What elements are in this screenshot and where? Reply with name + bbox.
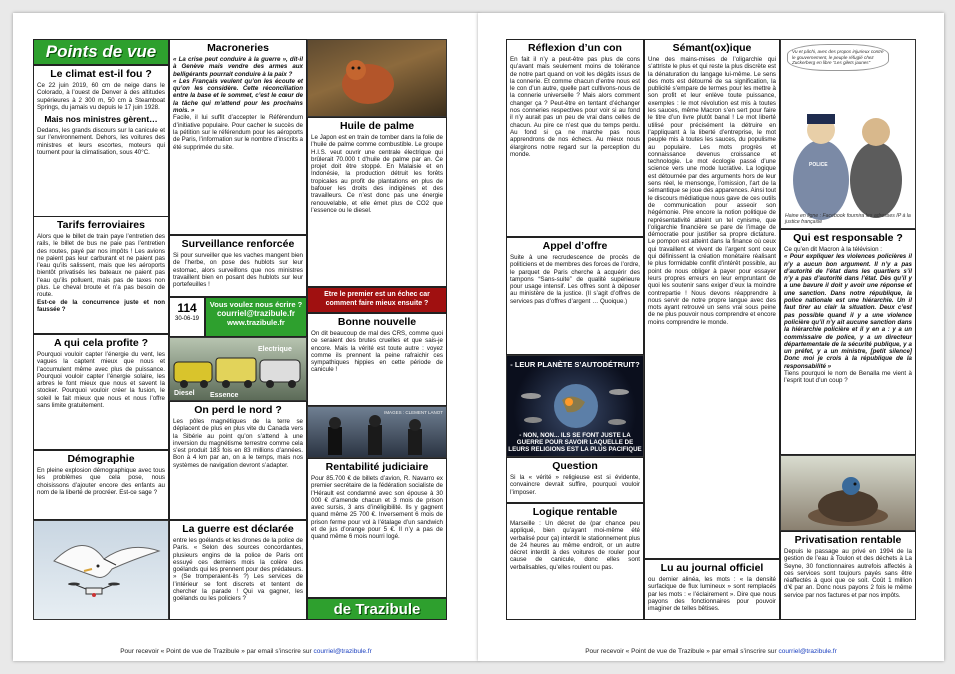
- article-demographie: [33, 450, 169, 520]
- photo-credit: IMAGES : CLEMENT LANOT: [384, 410, 443, 415]
- article-profit: [33, 334, 169, 450]
- article-body: Marseille : Un décret de (par chance peu appliqué, bien qu’ayant moi-même été verbalisé pour ça) interdit le stationnement plus de 24 heures au même endroit, or un autre décret interdit à des voitures de rouler pour cause de canicule, donc elles sont verbalisables, qu’elles roulent ou pas.: [510, 520, 640, 571]
- trazibule-title: de Trazibule: [333, 601, 421, 618]
- page-left: [13, 13, 479, 661]
- article-nord: [169, 401, 307, 520]
- article-title: Macroneries: [207, 42, 269, 54]
- cars-image: [169, 337, 307, 401]
- article-lead: Ce qu’en dit Macron à la télévision :: [784, 246, 883, 253]
- orangutan-icon: [308, 40, 446, 116]
- article-title: Lu au journal officiel: [660, 562, 764, 574]
- page-right: [478, 13, 944, 661]
- article-body: Pourquoi vouloir capter l’énergie du vent, les vagues la captent mieux que nous et l’accumulent même avec plus de puissance. Pourquoi vouloir capter l’énergie solaire, les arbres le font mieux que nous et savent la stocker. Pourquoi vouloir créer la fusion, le soleil le fait mieux que nous et nous l’offre sans limite gratuitement.: [37, 351, 165, 410]
- article-title: Qui est responsable ?: [793, 232, 903, 244]
- article-title: Bonne nouvelle: [337, 316, 417, 328]
- article-nouvelle: [307, 313, 447, 406]
- seagull-drone-image: [33, 520, 169, 620]
- crs-photo: [307, 406, 447, 458]
- article-quote-1: « La crise peut conduire à la guerre », dit-il à Genève mais vendre des armes aux belligérants pourrait conduire à la paix ?: [173, 56, 303, 78]
- article-body: En pleine explosion démographique avec tous les problèmes que cela pose, nous choisissons d’ajouter encore des enfants au nom de la liberté de procréer. Est-ce sage ?: [37, 467, 165, 496]
- issue-box: [169, 297, 205, 337]
- car-label-diesel: Diesel: [174, 390, 195, 397]
- article-title: Question: [552, 460, 598, 472]
- write-email-link[interactable]: courriel@trazibule.fr: [216, 309, 296, 318]
- article-quote-2: « Les Français veulent qu’on les écoute et qu’on les considère. Cette réconciliation entre la base et le sommet, c’est le cœur de la tâche qui m’attend pour les prochains mois. »: [173, 77, 303, 115]
- article-body: Le Japon est en train de tomber dans la folie de l’huile de palme comme combustible. Le groupe H.I.S. veut ouvrir une centrale électrique qui brûlerait 70.000 t d’huile de palme par an. Ce projet doit être stoppé. En Malaisie et en Indonésie, la production détruit les forêts tropicales au profit de plantations en plus de bafouer les droits des indigènes et des travailleurs. Ce n’est donc pas une énergie renouvelable, et elle émet plus de CO2 que l’essence ou le diesel.: [311, 134, 443, 214]
- article-title: Sémant(ox)ique: [672, 42, 752, 54]
- planet-poster: [506, 355, 644, 457]
- footer-link[interactable]: courriel@trazibule.fr: [778, 648, 837, 655]
- footer-link[interactable]: courriel@trazibule.fr: [313, 648, 372, 655]
- article-quote: « Pour expliquer les violences policières il n’y a aucun bon argument. Il n’y a pas d’autorité de l’état dans les quartiers s’il n’y a pas d’autorité dans l’état. Dès qu’il y a une bavure il doit y avoir une réponse et une sanction. Dans notre république, la police nationale est une hiérarchie. Un il faut tirer au clair la situation. Deux c’est pas possible quand il y a une violence policière qu’il n’y ait aucune sanction dans la hiérarchie policière et il y en a : y a un commissaire de police, y a un directeur départementale de la sécurité publique, y a un préfet, y a un ministre, [petit silence] Donc moi je crois à la république de la responsabilité »: [784, 253, 912, 370]
- page-footer: [478, 648, 944, 655]
- echec-text: Etre le premier est un échec car comment faire mieux ensuite ?: [324, 291, 430, 307]
- article-body-2: Dedans, les grands discours sur la canicule et sur l’environnement. Dehors, les voitures des ministres et leurs escortes, moteurs qui tournent pour la climatisation, sous 40°C.: [37, 127, 165, 157]
- article-body: On dit beaucoup de mal des CRS, comme quoi ce seraient des brutes cruelles et que sais-je encore. Mais la vérité est toute autre : voyez comme ils prennent la peine rafraichir ces sympathiques hippies en cette période de canicule !: [311, 330, 443, 374]
- orangutan-image: [307, 39, 447, 117]
- article-body: Pour 85.700 € de billets d’avion, R. Navarro ex premier secrétaire de la fédération socialiste de l’Hérault est condamné avec son épouse à 30 000 € d’amende chacun et 3 mois de prison avec sursis, 3 ans d’inéligibilité. Ils y gagnent quand même 25 700 €. Inversement 6 mois de prison ferme pour vol à l’étalage d’un sandwich et de jus d’orange pour 5 €. Il n’y a pas de quand même 6 mois nourri logé.: [311, 475, 443, 541]
- article-body: Une des mains-mises de l’oligarchie qui s’attriste le plus et qui reste la plus discrète est la dénaturation du langage lui-même. Le sens des mots est détourné de sa signification, la publicité s’empare de termes pour les mettre à son profit et leur enlève toute puissance, exemples : le mot révolution est mis à toutes les sauces, même Macron s’en sert pour faire le titre d’un livre plutôt banal ! Le mot liberté utilisé pour précisément la détruire en l’appliquant à la liberté d’entreprise, le mot peuple mis à toutes les sauces, du populisme au populaire. Les mots progrès et connaissance devenus croissance et technologie. Le mot écologie passé d’une science vers une mode lucrative. La logique est détournée par des arguments hors de leur sens réel, le mensonge, l’omission, l’art de la sémantique se joue des apparences. Ainsi tout le discours médiatique nous gave de ces outils de communication pour asseoir son hégémonie. Pire encore la notion politique de représentativité atteint un tel cynisme, que l’oligarchie financière se pare de l’image de démocratie pour justifier sa propre dictature. Le pompon est atteint dans la finance où ceux qui travaillent et vivent de l’argent sont ceux qui définissent la création monétaire réalisant le plus formidable conflit d’intérêt possible, au point de nous obliger à payer pour essayer leurs propres erreurs en leur empruntant de quoi les soutenir sans exiger d’eux la moindre contrepartie ! Nous devons réapprendre à nous servir de notre propre langue avec des mots ayant retrouvé un sens vrai sous peine de ne plus pouvoir nous comprendre et encore moins comprendre le monde.: [648, 56, 776, 326]
- article-body: ou dernier alinéa, les mots : « la densité surfacique de flux lumineux » sont remplacés par les mots : « l’éclairement ». Dire que nous payons des fonctionnaires pour pouvoir imaginer de telles bêtises.: [648, 576, 776, 613]
- article-subtitle: Mais nos ministres gèrent…: [44, 114, 158, 125]
- article-tarifs: [33, 216, 169, 334]
- write-site-link[interactable]: www.trazibule.fr: [227, 318, 285, 327]
- article-body: En fait il n’y a peut-être pas plus de cons qu’avant mais seulement moins de tolérance de notre part quand on voit les dégâts issus de la connerie. Et comme chacun d’entre nous est le con d’un autre, quelle part cultivons-nous de la connerie universelle ? Mais alors comment changer ça ? Peut-être en tentant d’échanger nos conneries respectives pour voir si au fond il n’y aurait pas un peu de vrai dans celles de chacun. Au pire ce n’est que du temps perdu. Au fond si ça ne marche pas nous apprendrons de nos échecs. Au mieux nous élargirons notre regard sur la perception du monde.: [510, 56, 640, 158]
- points-de-vue-banner: [33, 39, 169, 65]
- article-body: Si pour surveiller que les vaches mangent bien de l’herbe, on pose des hublots sur leur estomac, alors surveillons que nos ministres travaillent bien en posant des hublots sur leur portefeuilles !: [173, 252, 303, 289]
- article-body: Suite à une recrudescence de procès de politiciens et de membres des forces de l’ordre, le parquet de Paris cherche à acquérir des tampons “Sans-suite” de qualité supérieure pour usage intensif. Les offres sont à déposer au ministère de la justice. (Il s’agit d’offres de services pas d’offres d’argent … Quoique.): [510, 254, 640, 305]
- waste-image: [780, 455, 916, 531]
- footer-text: Pour recevoir « Point de vue de Trazibule » par email s’inscrire sur: [120, 648, 314, 655]
- article-title: Privatisation rentable: [794, 534, 902, 546]
- footer-text: Pour recevoir « Point de vue de Trazibule » par email s’inscrire sur: [585, 648, 779, 655]
- article-body: Facile, il lui suffit d’accepter le Référendum d’initiative populaire. Pour cacher le succès de la pétition sur le référendum pour les aéroports de Paris, l’information sur le nombre d’inscrits a été supprimée du site.: [173, 114, 303, 151]
- police-badge: POLICE: [809, 162, 828, 168]
- bird-icon: [781, 456, 915, 530]
- article-title: Surveillance renforcée: [181, 238, 295, 250]
- article-body: Alors que le billet de train paye l’entretien des rails, le billet de bus ne paie pas l’entretien des routes, payé par nos impôts ! Les avions ne paient pas leur carburant et ne paient pas l’eau qu’ils salissent, mais que les aéroports bientôt privatisés les bateaux ne paient pas l’eau qu’ils polluent, mais pas de taxes non plus. Le cheval broute et n’a pas besoin de route.: [37, 233, 165, 299]
- poster-top: - LEUR PLANÈTE S’AUTODÉTRUIT?: [510, 360, 640, 369]
- article-reflexion: [506, 39, 644, 237]
- police-cartoon: [780, 39, 916, 229]
- drone-icon: [68, 583, 120, 598]
- trazibule-banner: [307, 598, 447, 620]
- article-body: Depuis le passage au privé en 1994 de la gestion de l’eau à Toulon et des déchets à La Seyne, 30 fonctionnaires autrefois affectés à ces services sont toujours payés sans être réaffectés à quoi que ce soit. Coût 1 million d’€ par an. Donc nous payons 2 fois le même service par nos factures et par nos impôts.: [784, 548, 912, 599]
- article-bold: Est-ce de la concurrence juste et non faussée ?: [37, 298, 165, 313]
- article-title: La guerre est déclarée: [182, 523, 294, 535]
- article-title: A qui cela profite ?: [53, 337, 149, 349]
- echec-box: [307, 287, 447, 313]
- article-semantique: [644, 39, 780, 559]
- car-label-electric: Electrique: [258, 346, 292, 353]
- article-title: Logique rentable: [532, 506, 618, 518]
- article-body: Si la « vérité » religieuse est si évidente, convaincre devrait suffire, pourquoi vouloir l’imposer.: [510, 474, 640, 496]
- banner-title: Points de vue: [45, 42, 157, 61]
- seagull-icon: [34, 521, 168, 619]
- article-title: Rentabilité judiciaire: [325, 461, 429, 473]
- write-question: Vous voulez nous écrire ?: [209, 300, 303, 309]
- article-body: Ce 22 juin 2019, 60 cm de neige dans le Colorado, à l’ouest de Denver à des altitudes supérieures à 2 300 m, 50 cm à Steamboat Springs, du jamais vu depuis le 17 juin 1928.: [37, 82, 165, 111]
- article-privatisation: [780, 531, 916, 620]
- article-title: On perd le nord ?: [194, 404, 282, 416]
- article-surveillance: [169, 235, 307, 297]
- article-appel: [506, 237, 644, 355]
- issue-number: 114: [177, 301, 197, 315]
- article-title: Huile de palme: [339, 120, 415, 132]
- article-climat: [33, 65, 169, 217]
- article-title: Appel d’offre: [542, 240, 608, 252]
- article-logique: [506, 503, 644, 620]
- article-guerre: [169, 520, 307, 620]
- article-macroneries: [169, 39, 307, 235]
- article-judiciaire: [307, 458, 447, 598]
- article-end: Tiens pourquoi le nom de Benalla me vient à l’esprit tout d’un coup ?: [784, 370, 912, 385]
- article-question: [506, 457, 644, 503]
- issue-date: 30-06-19: [174, 316, 200, 322]
- page-footer: [13, 648, 479, 655]
- cartoon-speech: Vu et pâchi, avec des propos injurieux contre le gouvernement, le peuple réfugié chez Zuckerberg en libre “Les gilets jaunes”: [787, 44, 889, 71]
- article-title: Tarifs ferroviaires: [57, 219, 145, 231]
- car-label-essence: Essence: [210, 392, 239, 399]
- write-us-box: [205, 297, 307, 337]
- poster-bottom: - NON, NON... ILS SE FONT JUSTE LA GUERRE POUR SAVOIR LAQUELLE DE LEURS RELIGIONS EST LA PLUS PACIFIQUE: [508, 432, 642, 453]
- article-title: Le climat est-il fou ?: [50, 68, 152, 80]
- article-journal: [644, 559, 780, 620]
- article-responsable: [780, 229, 916, 455]
- article-palme: [307, 117, 447, 287]
- article-title: Démographie: [67, 453, 135, 465]
- article-body: Les pôles magnétiques de la terre se déplacent de plus en plus vite du Canada vers la Sibérie au point qu’on s’attend à une inversion du magnétisme terrestre comme cela s’est produit 183 fois en 83 millions d’années. Bon à 4 km par an, on a le temps, mais nos systèmes de navigation devront s’adapter.: [173, 418, 303, 469]
- article-body: entre les goélands et les drones de la police de Paris. « Selon des sources concordantes, plusieurs engins de la police de Paris ont essuyé ces derniers mois la colère des goélands qui les prennent pour des prédateurs. » (Se tromperaient-ils ?) Les services de l’intérieur se font discrets et tentent de chercher la parade ! Qui va gagner, les goélands ou les policiers ?: [173, 537, 303, 603]
- cartoon-caption: Haine en ligne : Facebook fournira les adresses IP à la justice française: [785, 213, 911, 225]
- article-title: Réflexion d’un con: [528, 42, 622, 54]
